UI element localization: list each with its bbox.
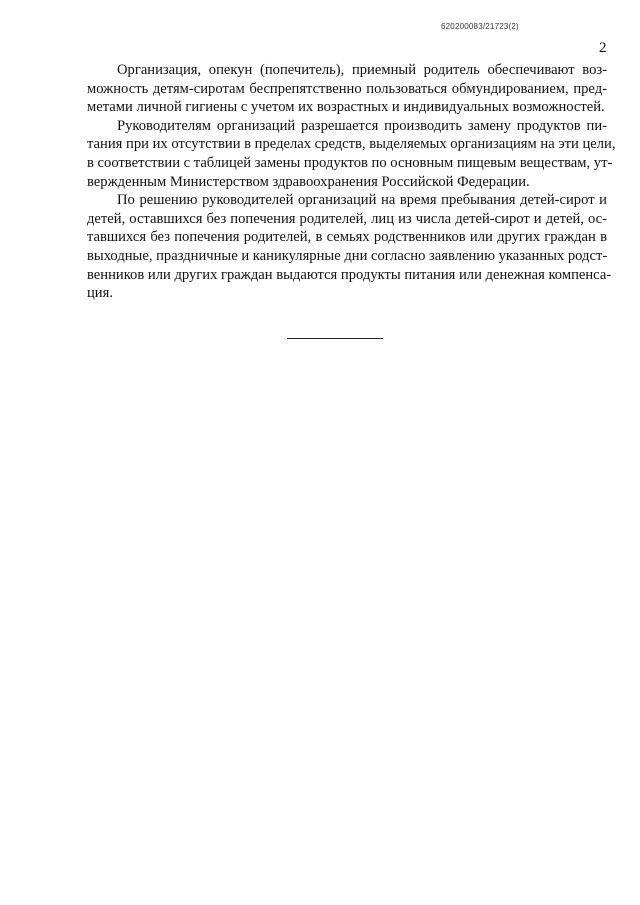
text-line: вержденным Министерством здравоохранения Российской Федерации. [87, 173, 530, 190]
text-line: Руководителям организаций разрешается производить замену продуктов пи- [117, 117, 607, 134]
paragraph-compensation [87, 191, 612, 303]
text-line: тавшихся без попечения родителей, в семьях родственников или других граждан в [87, 229, 607, 246]
text-line: По решению руководителей организаций на время пребывания детей-сирот и [117, 192, 607, 209]
text-line: детей, оставшихся без попечения родителей, лиц из числа детей-сирот и детей, ос- [87, 210, 607, 227]
text-line: метами личной гигиены с учетом их возрастных и индивидуальных возможностей. [87, 99, 605, 116]
paragraph-food-replacement [87, 117, 616, 191]
text-line: выходные, праздничные и каникулярные дни согласно заявлению указанных родст- [87, 247, 608, 264]
end-of-text-divider [287, 338, 383, 339]
document-body [87, 61, 616, 303]
text-line: в соответствии с таблицей замены продуктов по основным пищевым веществам, ут- [87, 154, 613, 171]
text-line: Организация, опекун (попечитель), приемный родитель обеспечивают воз- [117, 62, 607, 78]
page-number: 2 [599, 40, 607, 56]
document-registration-code: 620200083/21723(2) [441, 22, 519, 31]
text-line: венников или других граждан выдаются продукты питания или денежная компенса- [87, 266, 612, 283]
text-line: ция. [87, 285, 113, 302]
text-line: можность детям-сиротам беспрепятственно пользоваться обмундированием, пред- [87, 80, 607, 97]
text-line: тания при их отсутствии в пределах средств, выделяемых организациям на эти цели, [87, 136, 616, 153]
paragraph-hygiene [87, 61, 607, 117]
